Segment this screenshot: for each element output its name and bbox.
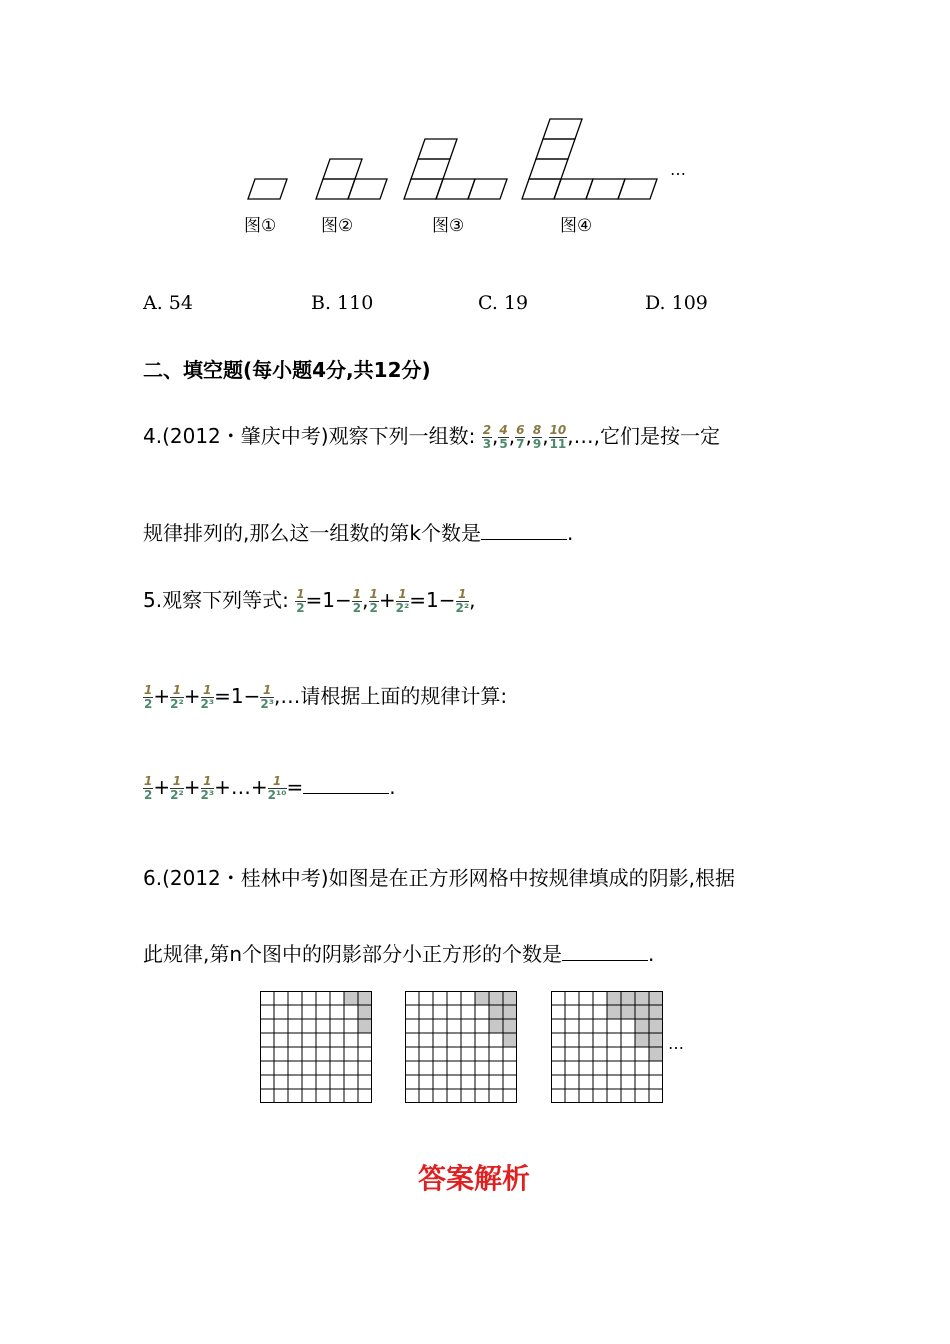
q6-answer-blank[interactable] xyxy=(562,942,648,961)
q5-eq1-rhs: $\frac{1}{2}$ xyxy=(352,587,362,615)
parallelogram-figures xyxy=(240,115,700,205)
q5-end: . xyxy=(389,775,396,799)
q5-eq2-t2: $\frac{1}{\text{2²}}$ xyxy=(395,587,410,615)
q5-answer-blank[interactable] xyxy=(303,775,389,794)
q5-eq1-lhs: $\frac{1}{2}$ xyxy=(296,587,305,615)
answer-title: 答案解析 xyxy=(418,1162,531,1195)
ellipsis-grids: … xyxy=(668,1034,684,1053)
q5-eq3-rhs: $\frac{1}{\text{2³}}$ xyxy=(260,683,274,711)
figure-label-1: 图① xyxy=(244,216,277,236)
q4-line2-text: 规律排列的,那么这一组数的第k个数是 xyxy=(143,521,481,545)
ellipsis-figures: … xyxy=(670,160,686,179)
q4-fraction-4: $\frac{8}{9}$ xyxy=(532,423,542,451)
q5-prefix: 5.观察下列等式: xyxy=(143,588,289,612)
q4-line1: 4.(2012・肇庆中考)观察下列一组数: $\frac{2}{3}$ , $\frac{4}{5}$ , $\frac{6}{7}$ , $\frac{8}{9}$ , $\frac{10}{11}$ ,…,它们是按一定 xyxy=(143,423,720,451)
q5-eq3-t1: $\frac{1}{2}$ xyxy=(144,683,153,711)
q4-end: . xyxy=(566,521,574,545)
option-d: D. 109 xyxy=(645,292,708,314)
q6-line2-text: 此规律,第n个图中的阴影部分小正方形的个数是 xyxy=(143,942,563,966)
q5-eq3-t2: $\frac{1}{\text{2²}}$ xyxy=(170,683,184,711)
q5-eq2-t1: $\frac{1}{2}$ xyxy=(369,587,378,615)
q5-sum-tn: $\frac{1}{\text{2¹⁰}}$ xyxy=(267,774,287,802)
q4-answer-blank[interactable] xyxy=(481,521,567,540)
option-a: A. 54 xyxy=(143,292,193,314)
q4-fraction-3: $\frac{6}{7}$ xyxy=(516,423,525,451)
option-c: C. 19 xyxy=(478,292,529,314)
q4-fraction-2: $\frac{4}{5}$ xyxy=(499,423,508,451)
q5-line1: 5.观察下列等式: $\frac{1}{2}$ =1− $\frac{1}{2}$ , $\frac{1}{2}$ + $\frac{1}{\text{2²}}$ =1− $\frac{1}{\text{2²}}$ , xyxy=(143,587,476,615)
q4-fraction-5: $\frac{10}{11}$ xyxy=(549,423,567,451)
q6-line1: 6.(2012・桂林中考)如图是在正方形网格中按规律填成的阴影,根据 xyxy=(143,866,735,890)
figure-label-3: 图③ xyxy=(432,216,465,236)
shaded-grid-2 xyxy=(405,991,517,1103)
q5-sum-t1: $\frac{1}{2}$ xyxy=(144,774,153,802)
figure-label-4: 图④ xyxy=(560,216,593,236)
q5-line2: $\frac{1}{2}$ + $\frac{1}{\text{2²}}$ + $\frac{1}{\text{2³}}$ =1− $\frac{1}{\text{2³}}$ ,…请根据上面的规律计算: xyxy=(144,683,508,711)
shaded-grid-3 xyxy=(551,991,663,1103)
q5-sum-t2: $\frac{1}{\text{2²}}$ xyxy=(170,774,184,802)
q5-line3: $\frac{1}{2}$ + $\frac{1}{\text{2²}}$ + $\frac{1}{\text{2³}}$ +…+ $\frac{1}{\text{2¹⁰}}$ = . xyxy=(144,774,396,802)
q4-suffix: ,…,它们是按一定 xyxy=(567,424,720,448)
q4-line2 xyxy=(143,517,573,546)
q4-fraction-1: $\frac{2}{3}$ xyxy=(482,423,492,451)
q6-end: . xyxy=(648,942,655,966)
q5-sum-t3: $\frac{1}{\text{2³}}$ xyxy=(200,774,215,802)
option-b: B. 110 xyxy=(311,292,374,314)
figure-label-2: 图② xyxy=(321,216,354,236)
q6-line2 xyxy=(143,938,654,967)
section-heading: 二、填空题(每小题4分,共12分) xyxy=(143,358,431,382)
q4-prefix: 4.(2012・肇庆中考)观察下列一组数: xyxy=(143,424,476,448)
q5-eq2-rhs: $\frac{1}{\text{2²}}$ xyxy=(455,587,470,615)
q5-eq3-t3: $\frac{1}{\text{2³}}$ xyxy=(200,683,215,711)
shaded-grid-1 xyxy=(260,991,372,1103)
q5-line2-suffix: ,…请根据上面的规律计算: xyxy=(273,684,508,708)
